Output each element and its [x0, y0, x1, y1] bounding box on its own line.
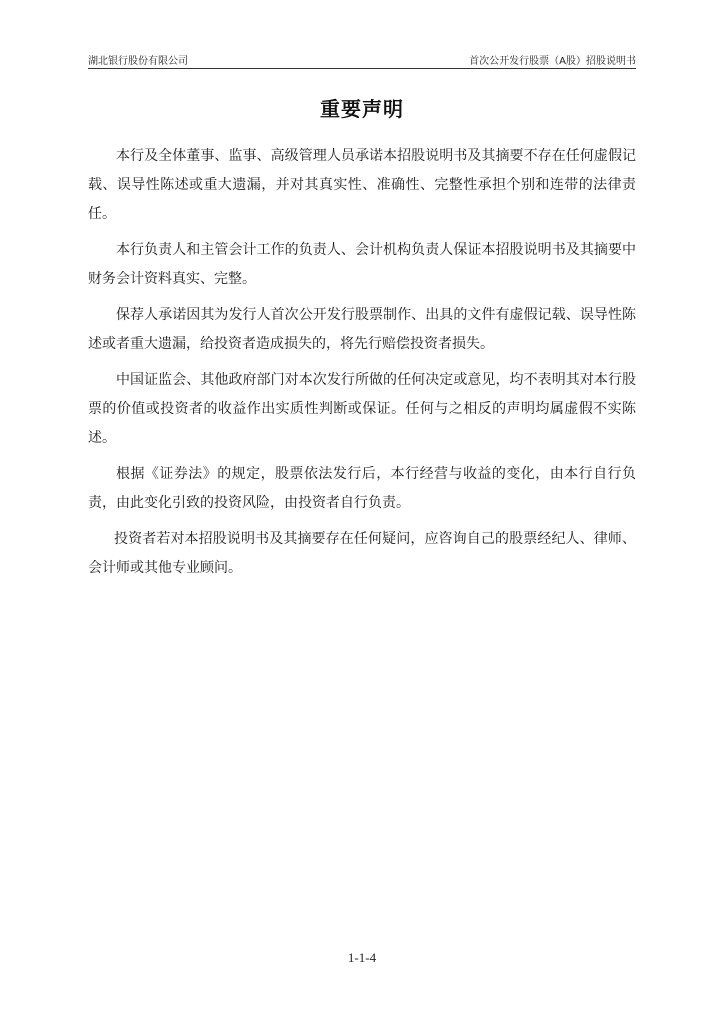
- declaration-paragraph: 本行及全体董事、监事、高级管理人员承诺本招股说明书及其摘要不存在任何虚假记载、误导性陈述或重大遗漏，并对其真实性、准确性、完整性承担个别和连带的法律责任。: [88, 148, 636, 222]
- declaration-paragraph: 中国证监会、其他政府部门对本次发行所做的任何决定或意见，均不表明其对本行股票的价值或投资者的收益作出实质性判断或保证。任何与之相反的声明均属虚假不实陈述。: [88, 372, 636, 446]
- header-company-name: 湖北银行股份有限公司: [88, 56, 188, 67]
- page-number: 1-1-4: [347, 950, 377, 965]
- declaration-paragraph: 根据《证券法》的规定，股票依法发行后，本行经营与收益的变化，由本行自行负责，由此变化引致的投资风险，由投资者自行负责。: [88, 466, 636, 511]
- declaration-paragraph: 投资者若对本招股说明书及其摘要存在任何疑问，应咨询自己的股票经纪人、律师、会计师或其他专业顾问。: [88, 531, 636, 576]
- declaration-paragraph: 保荐人承诺因其为发行人首次公开发行股票制作、出具的文件有虚假记载、误导性陈述或者重大遗漏，给投资者造成损失的，将先行赔偿投资者损失。: [88, 307, 636, 352]
- page-title: 重要声明: [320, 97, 404, 121]
- declaration-body: [88, 142, 636, 590]
- page-header: [88, 50, 636, 69]
- header-document-title: 首次公开发行股票（A股）招股说明书: [469, 56, 636, 67]
- declaration-paragraph: 本行负责人和主管会计工作的负责人、会计机构负责人保证本招股说明书及其摘要中财务会计资料真实、完整。: [88, 242, 636, 287]
